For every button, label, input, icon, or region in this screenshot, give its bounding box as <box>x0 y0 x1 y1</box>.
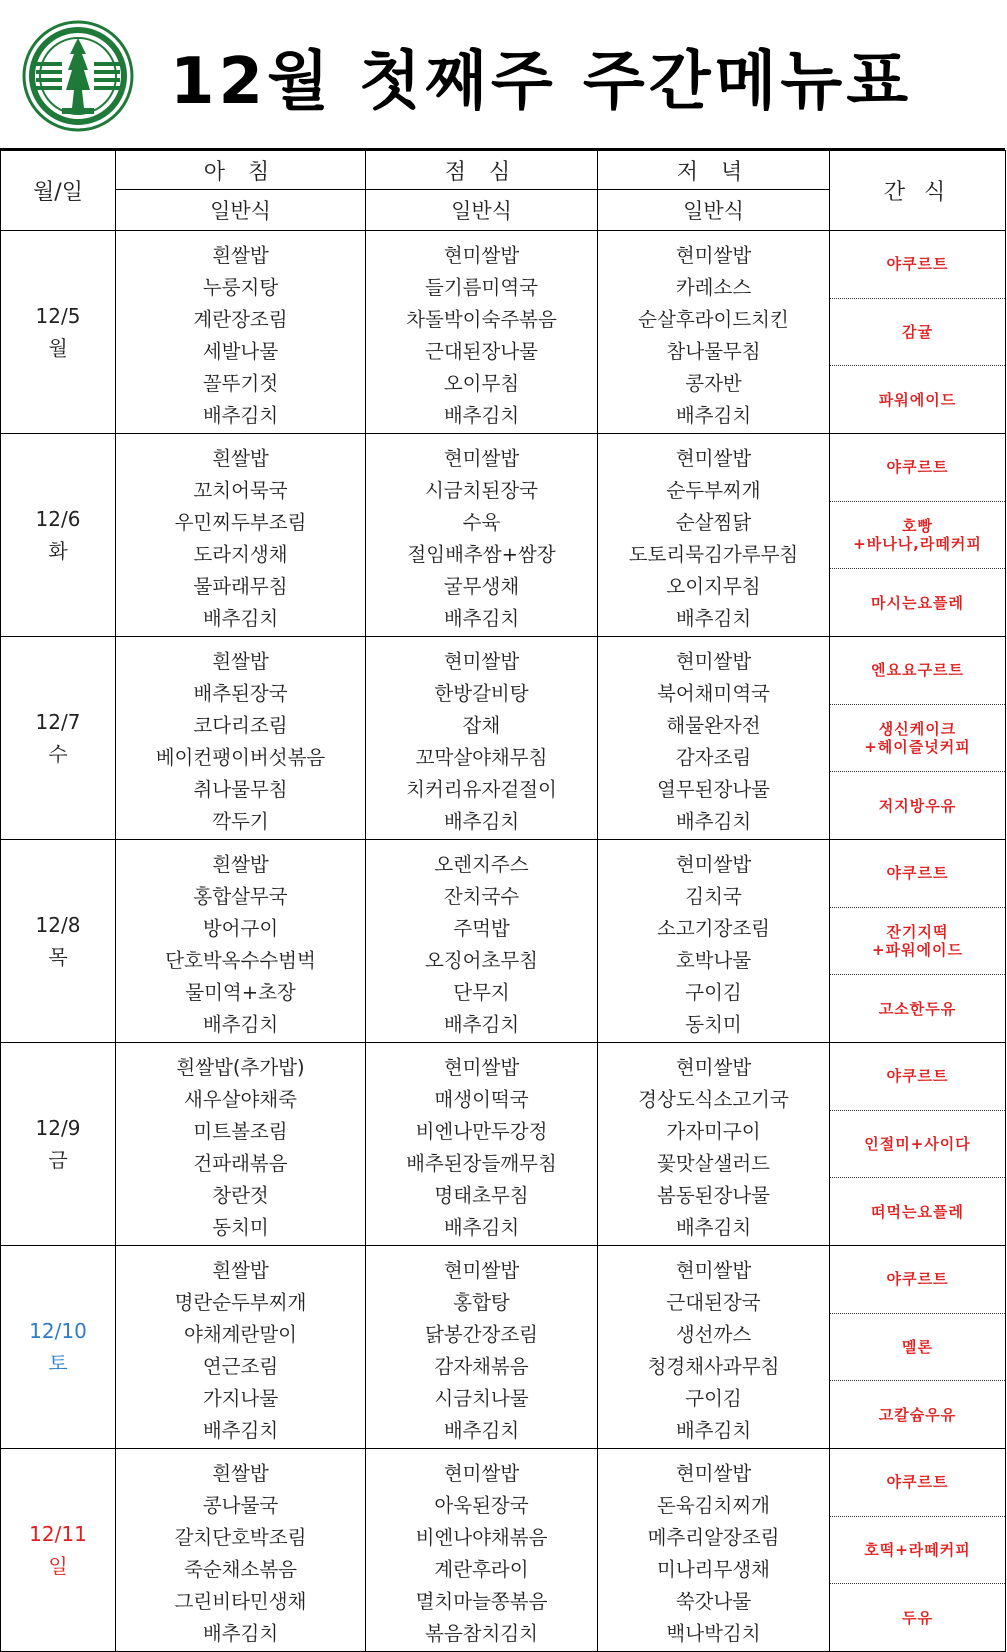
breakfast-item: 동치미 <box>212 1216 269 1239</box>
dinner-item: 배추김치 <box>675 1216 752 1239</box>
dinner-item: 콩자반 <box>685 372 742 395</box>
day-row <box>1 1449 1006 1652</box>
breakfast-item: 배추김치 <box>202 1622 279 1645</box>
lunch-item: 한방갈비탕 <box>434 682 529 705</box>
lunch-cell <box>366 840 598 1043</box>
dinner-item: 구이김 <box>685 1387 742 1410</box>
date-label: 12/6 <box>35 507 81 531</box>
breakfast-item: 베이컨팽이버섯볶음 <box>155 746 326 769</box>
date-label: 12/9 <box>35 1116 81 1140</box>
breakfast-item: 흰쌀밥 <box>212 447 269 470</box>
dinner-item: 호박나물 <box>675 949 752 972</box>
lunch-item: 단무지 <box>453 981 510 1004</box>
dinner-item: 꽃맛살샐러드 <box>656 1152 771 1175</box>
breakfast-item: 흰쌀밥(추가밥) <box>176 1056 305 1079</box>
snack-item: 잔기지떡 +파워에이드 <box>830 908 1005 976</box>
snack-item: 파워에이드 <box>878 390 957 409</box>
breakfast-header: 아 침 <box>116 151 366 190</box>
lunch-cell <box>366 1043 598 1246</box>
breakfast-item: 도라지생채 <box>193 543 288 566</box>
lunch-item: 들기름미역국 <box>424 276 539 299</box>
breakfast-item: 죽순채소볶음 <box>183 1558 298 1581</box>
dinner-item: 경상도식소고기국 <box>638 1088 789 1111</box>
breakfast-item: 꼴뚜기젓 <box>202 372 279 395</box>
dinner-item: 청경채사과무침 <box>647 1355 780 1378</box>
breakfast-item: 흰쌀밥 <box>212 244 269 267</box>
date-label: 12/11 <box>29 1522 87 1546</box>
snack-item: 호떡+라떼커피 <box>830 1517 1005 1585</box>
dinner-item: 김치국 <box>685 885 742 908</box>
dinner-item: 봄동된장나물 <box>656 1184 771 1207</box>
dinner-cell <box>598 1043 830 1246</box>
dinner-cell <box>598 1246 830 1449</box>
dinner-cell <box>598 840 830 1043</box>
lunch-item: 명태초무침 <box>434 1184 529 1207</box>
breakfast-cell <box>116 1246 366 1449</box>
day-cell <box>1 1246 116 1449</box>
dinner-item: 메추리알장조림 <box>647 1526 780 1549</box>
lunch-item: 시금치된장국 <box>424 479 539 502</box>
lunch-item: 감자채볶음 <box>434 1355 529 1378</box>
day-cell <box>1 1043 116 1246</box>
breakfast-item: 물파래무침 <box>193 575 288 598</box>
lunch-header: 점 심 <box>366 151 598 190</box>
dinner-item: 현미쌀밥 <box>675 244 752 267</box>
lunch-item: 볶음참치김치 <box>424 1622 539 1645</box>
snack-item: 야쿠르트 <box>830 434 1005 502</box>
dinner-item: 북어채미역국 <box>656 682 771 705</box>
snack-item: 엔요요구르트 <box>830 637 1005 705</box>
breakfast-item: 창란젓 <box>212 1184 269 1207</box>
weekday-label: 수 <box>48 742 68 766</box>
breakfast-item: 건파래볶음 <box>193 1152 288 1175</box>
snack-item: 야쿠르트 <box>830 231 1005 299</box>
lunch-item: 닭봉간장조림 <box>424 1323 539 1346</box>
breakfast-item: 흰쌀밥 <box>212 650 269 673</box>
dinner-cell <box>598 434 830 637</box>
breakfast-item: 배추김치 <box>202 607 279 630</box>
lunch-item: 아욱된장국 <box>434 1494 529 1517</box>
dinner-item: 도토리묵김가루무침 <box>628 543 799 566</box>
page-header <box>0 0 1005 148</box>
day-column-header: 월/일 <box>1 151 116 231</box>
day-cell <box>1 231 116 434</box>
snack-item: 감귤 <box>830 299 1005 367</box>
breakfast-item: 단호박옥수수범벅 <box>165 949 316 972</box>
weekly-menu-table <box>0 150 1006 1652</box>
day-cell <box>1 840 116 1043</box>
dinner-item: 가자미구이 <box>666 1120 761 1143</box>
lunch-item: 굴무생채 <box>443 575 520 598</box>
breakfast-item: 흰쌀밥 <box>212 1462 269 1485</box>
lunch-item: 홍합탕 <box>453 1291 510 1314</box>
snack-item: 생신케이크 +헤이즐넛커피 <box>830 705 1005 773</box>
lunch-item: 계란후라이 <box>434 1558 529 1581</box>
lunch-cell <box>366 1449 598 1652</box>
breakfast-item: 흰쌀밥 <box>212 853 269 876</box>
breakfast-item: 취나물무침 <box>193 778 288 801</box>
snack-cell <box>830 1246 1006 1449</box>
breakfast-cell <box>116 637 366 840</box>
weekday-label: 일 <box>48 1554 68 1578</box>
breakfast-item: 명란순두부찌개 <box>174 1291 307 1314</box>
breakfast-item: 콩나물국 <box>202 1494 279 1517</box>
dinner-item: 열무된장나물 <box>656 778 771 801</box>
snack-item: 고소한두유 <box>878 999 957 1018</box>
lunch-item: 배추김치 <box>443 1419 520 1442</box>
snack-cell <box>830 1449 1006 1652</box>
day-cell <box>1 1449 116 1652</box>
lunch-item: 잡채 <box>462 714 501 737</box>
dinner-cell <box>598 231 830 434</box>
breakfast-item: 그린비타민생채 <box>174 1590 307 1613</box>
dinner-item: 소고기장조림 <box>656 917 771 940</box>
breakfast-cell <box>116 1043 366 1246</box>
dinner-item: 카레소스 <box>675 276 752 299</box>
lunch-item: 주먹밥 <box>453 917 510 940</box>
lunch-item: 배추김치 <box>443 607 520 630</box>
breakfast-item: 야채계란말이 <box>183 1323 298 1346</box>
breakfast-item: 방어구이 <box>202 917 279 940</box>
dinner-item: 순살찜닭 <box>675 511 752 534</box>
lunch-item: 시금치나물 <box>434 1387 529 1410</box>
lunch-item: 수육 <box>462 511 501 534</box>
day-cell <box>1 434 116 637</box>
lunch-item: 현미쌀밥 <box>443 1462 520 1485</box>
weekday-label: 화 <box>48 539 68 563</box>
snack-item: 야쿠르트 <box>830 1043 1005 1111</box>
weekday-label: 목 <box>48 945 68 969</box>
snack-item: 야쿠르트 <box>830 1449 1005 1517</box>
day-row <box>1 231 1006 434</box>
breakfast-item: 가지나물 <box>202 1387 279 1410</box>
snack-cell <box>830 231 1006 434</box>
dinner-item: 생선까스 <box>675 1323 752 1346</box>
snack-item: 고칼슘우유 <box>878 1405 957 1424</box>
snack-item: 떠먹는요플레 <box>871 1202 964 1221</box>
lunch-item: 절임배추쌈+쌈장 <box>407 543 556 566</box>
breakfast-item: 누룽지탕 <box>202 276 279 299</box>
snack-cell <box>830 840 1006 1043</box>
snack-cell <box>830 434 1006 637</box>
dinner-cell <box>598 1449 830 1652</box>
emblem-logo-icon <box>22 20 134 132</box>
lunch-item: 배추김치 <box>443 810 520 833</box>
lunch-item: 배추김치 <box>443 1216 520 1239</box>
dinner-item: 참나물무침 <box>666 340 761 363</box>
snack-item: 멜론 <box>830 1314 1005 1382</box>
lunch-item: 배추김치 <box>443 1013 520 1036</box>
dinner-cell <box>598 637 830 840</box>
lunch-item: 멸치마늘쫑볶음 <box>415 1590 548 1613</box>
breakfast-cell <box>116 840 366 1043</box>
dinner-item: 오이지무침 <box>666 575 761 598</box>
breakfast-item: 코다리조림 <box>193 714 288 737</box>
day-row <box>1 637 1006 840</box>
day-row <box>1 1043 1006 1246</box>
breakfast-item: 홍합살무국 <box>193 885 288 908</box>
snack-item: 호빵 +바나나,라떼커피 <box>830 502 1005 570</box>
date-label: 12/7 <box>35 710 81 734</box>
breakfast-item: 배추된장국 <box>193 682 288 705</box>
lunch-item: 현미쌀밥 <box>443 447 520 470</box>
lunch-item: 비엔나야채볶음 <box>415 1526 548 1549</box>
lunch-cell <box>366 637 598 840</box>
breakfast-item: 계란장조림 <box>193 308 288 331</box>
breakfast-item: 흰쌀밥 <box>212 1259 269 1282</box>
day-row <box>1 434 1006 637</box>
date-label: 12/10 <box>29 1319 87 1343</box>
breakfast-subheader: 일반식 <box>116 190 366 231</box>
lunch-item: 현미쌀밥 <box>443 1259 520 1282</box>
snack-item: 저지방우유 <box>878 796 957 815</box>
breakfast-cell <box>116 231 366 434</box>
lunch-item: 배추김치 <box>443 404 520 427</box>
lunch-item: 비엔나만두강정 <box>415 1120 548 1143</box>
lunch-item: 오렌지주스 <box>434 853 529 876</box>
lunch-item: 오이무침 <box>443 372 520 395</box>
breakfast-item: 꼬치어묵국 <box>193 479 288 502</box>
dinner-item: 배추김치 <box>675 810 752 833</box>
dinner-item: 근대된장국 <box>666 1291 761 1314</box>
dinner-item: 순살후라이드치킨 <box>638 308 789 331</box>
breakfast-item: 물미역+초장 <box>185 981 296 1004</box>
dinner-item: 쑥갓나물 <box>675 1590 752 1613</box>
lunch-item: 오징어초무침 <box>424 949 539 972</box>
snack-item: 마시는요플레 <box>871 593 964 612</box>
dinner-item: 미나리무생채 <box>656 1558 771 1581</box>
lunch-item: 배추된장들깨무침 <box>406 1152 557 1175</box>
date-label: 12/5 <box>35 304 81 328</box>
dinner-subheader: 일반식 <box>598 190 830 231</box>
dinner-item: 현미쌀밥 <box>675 650 752 673</box>
breakfast-item: 연근조림 <box>202 1355 279 1378</box>
dinner-header: 저 녁 <box>598 151 830 190</box>
snack-cell <box>830 637 1006 840</box>
breakfast-item: 배추김치 <box>202 1013 279 1036</box>
lunch-item: 현미쌀밥 <box>443 244 520 267</box>
breakfast-item: 배추김치 <box>202 404 279 427</box>
weekday-label: 월 <box>48 336 68 360</box>
lunch-item: 근대된장나물 <box>424 340 539 363</box>
day-row <box>1 840 1006 1043</box>
date-label: 12/8 <box>35 913 81 937</box>
lunch-item: 차돌박이숙주볶음 <box>406 308 557 331</box>
breakfast-item: 미트볼조림 <box>193 1120 288 1143</box>
dinner-item: 배추김치 <box>675 607 752 630</box>
dinner-item: 동치미 <box>685 1013 742 1036</box>
lunch-item: 현미쌀밥 <box>443 650 520 673</box>
dinner-item: 현미쌀밥 <box>675 1462 752 1485</box>
breakfast-item: 배추김치 <box>202 1419 279 1442</box>
dinner-item: 감자조림 <box>675 746 752 769</box>
dinner-item: 백나박김치 <box>666 1622 761 1645</box>
lunch-cell <box>366 434 598 637</box>
dinner-item: 돈육김치찌개 <box>656 1494 771 1517</box>
lunch-item: 꼬막살야채무침 <box>415 746 548 769</box>
day-cell <box>1 637 116 840</box>
day-row <box>1 1246 1006 1449</box>
dinner-item: 해물완자전 <box>666 714 761 737</box>
snack-item: 인절미+사이다 <box>830 1111 1005 1179</box>
snack-item: 두유 <box>902 1608 933 1627</box>
breakfast-item: 새우살야채죽 <box>183 1088 298 1111</box>
snack-header: 간 식 <box>830 151 1006 231</box>
lunch-item: 현미쌀밥 <box>443 1056 520 1079</box>
snack-cell <box>830 1043 1006 1246</box>
lunch-item: 치커리유자겉절이 <box>406 778 557 801</box>
dinner-item: 현미쌀밥 <box>675 853 752 876</box>
lunch-item: 잔치국수 <box>443 885 520 908</box>
breakfast-item: 우민찌두부조림 <box>174 511 307 534</box>
breakfast-item: 세발나물 <box>202 340 279 363</box>
dinner-item: 현미쌀밥 <box>675 447 752 470</box>
snack-item: 야쿠르트 <box>830 1246 1005 1314</box>
dinner-item: 구이김 <box>685 981 742 1004</box>
lunch-cell <box>366 231 598 434</box>
breakfast-item: 갈치단호박조림 <box>174 1526 307 1549</box>
lunch-item: 매생이떡국 <box>434 1088 529 1111</box>
breakfast-cell <box>116 1449 366 1652</box>
dinner-item: 현미쌀밥 <box>675 1056 752 1079</box>
snack-item: 야쿠르트 <box>830 840 1005 908</box>
dinner-item: 배추김치 <box>675 1419 752 1442</box>
weekday-label: 금 <box>48 1148 68 1172</box>
breakfast-cell <box>116 434 366 637</box>
weekday-label: 토 <box>48 1351 68 1375</box>
lunch-subheader: 일반식 <box>366 190 598 231</box>
lunch-cell <box>366 1246 598 1449</box>
dinner-item: 배추김치 <box>675 404 752 427</box>
breakfast-item: 깍두기 <box>212 810 269 833</box>
page-title: 12월 첫째주 주간메뉴표 <box>170 45 913 119</box>
dinner-item: 순두부찌개 <box>666 479 761 502</box>
dinner-item: 현미쌀밥 <box>675 1259 752 1282</box>
